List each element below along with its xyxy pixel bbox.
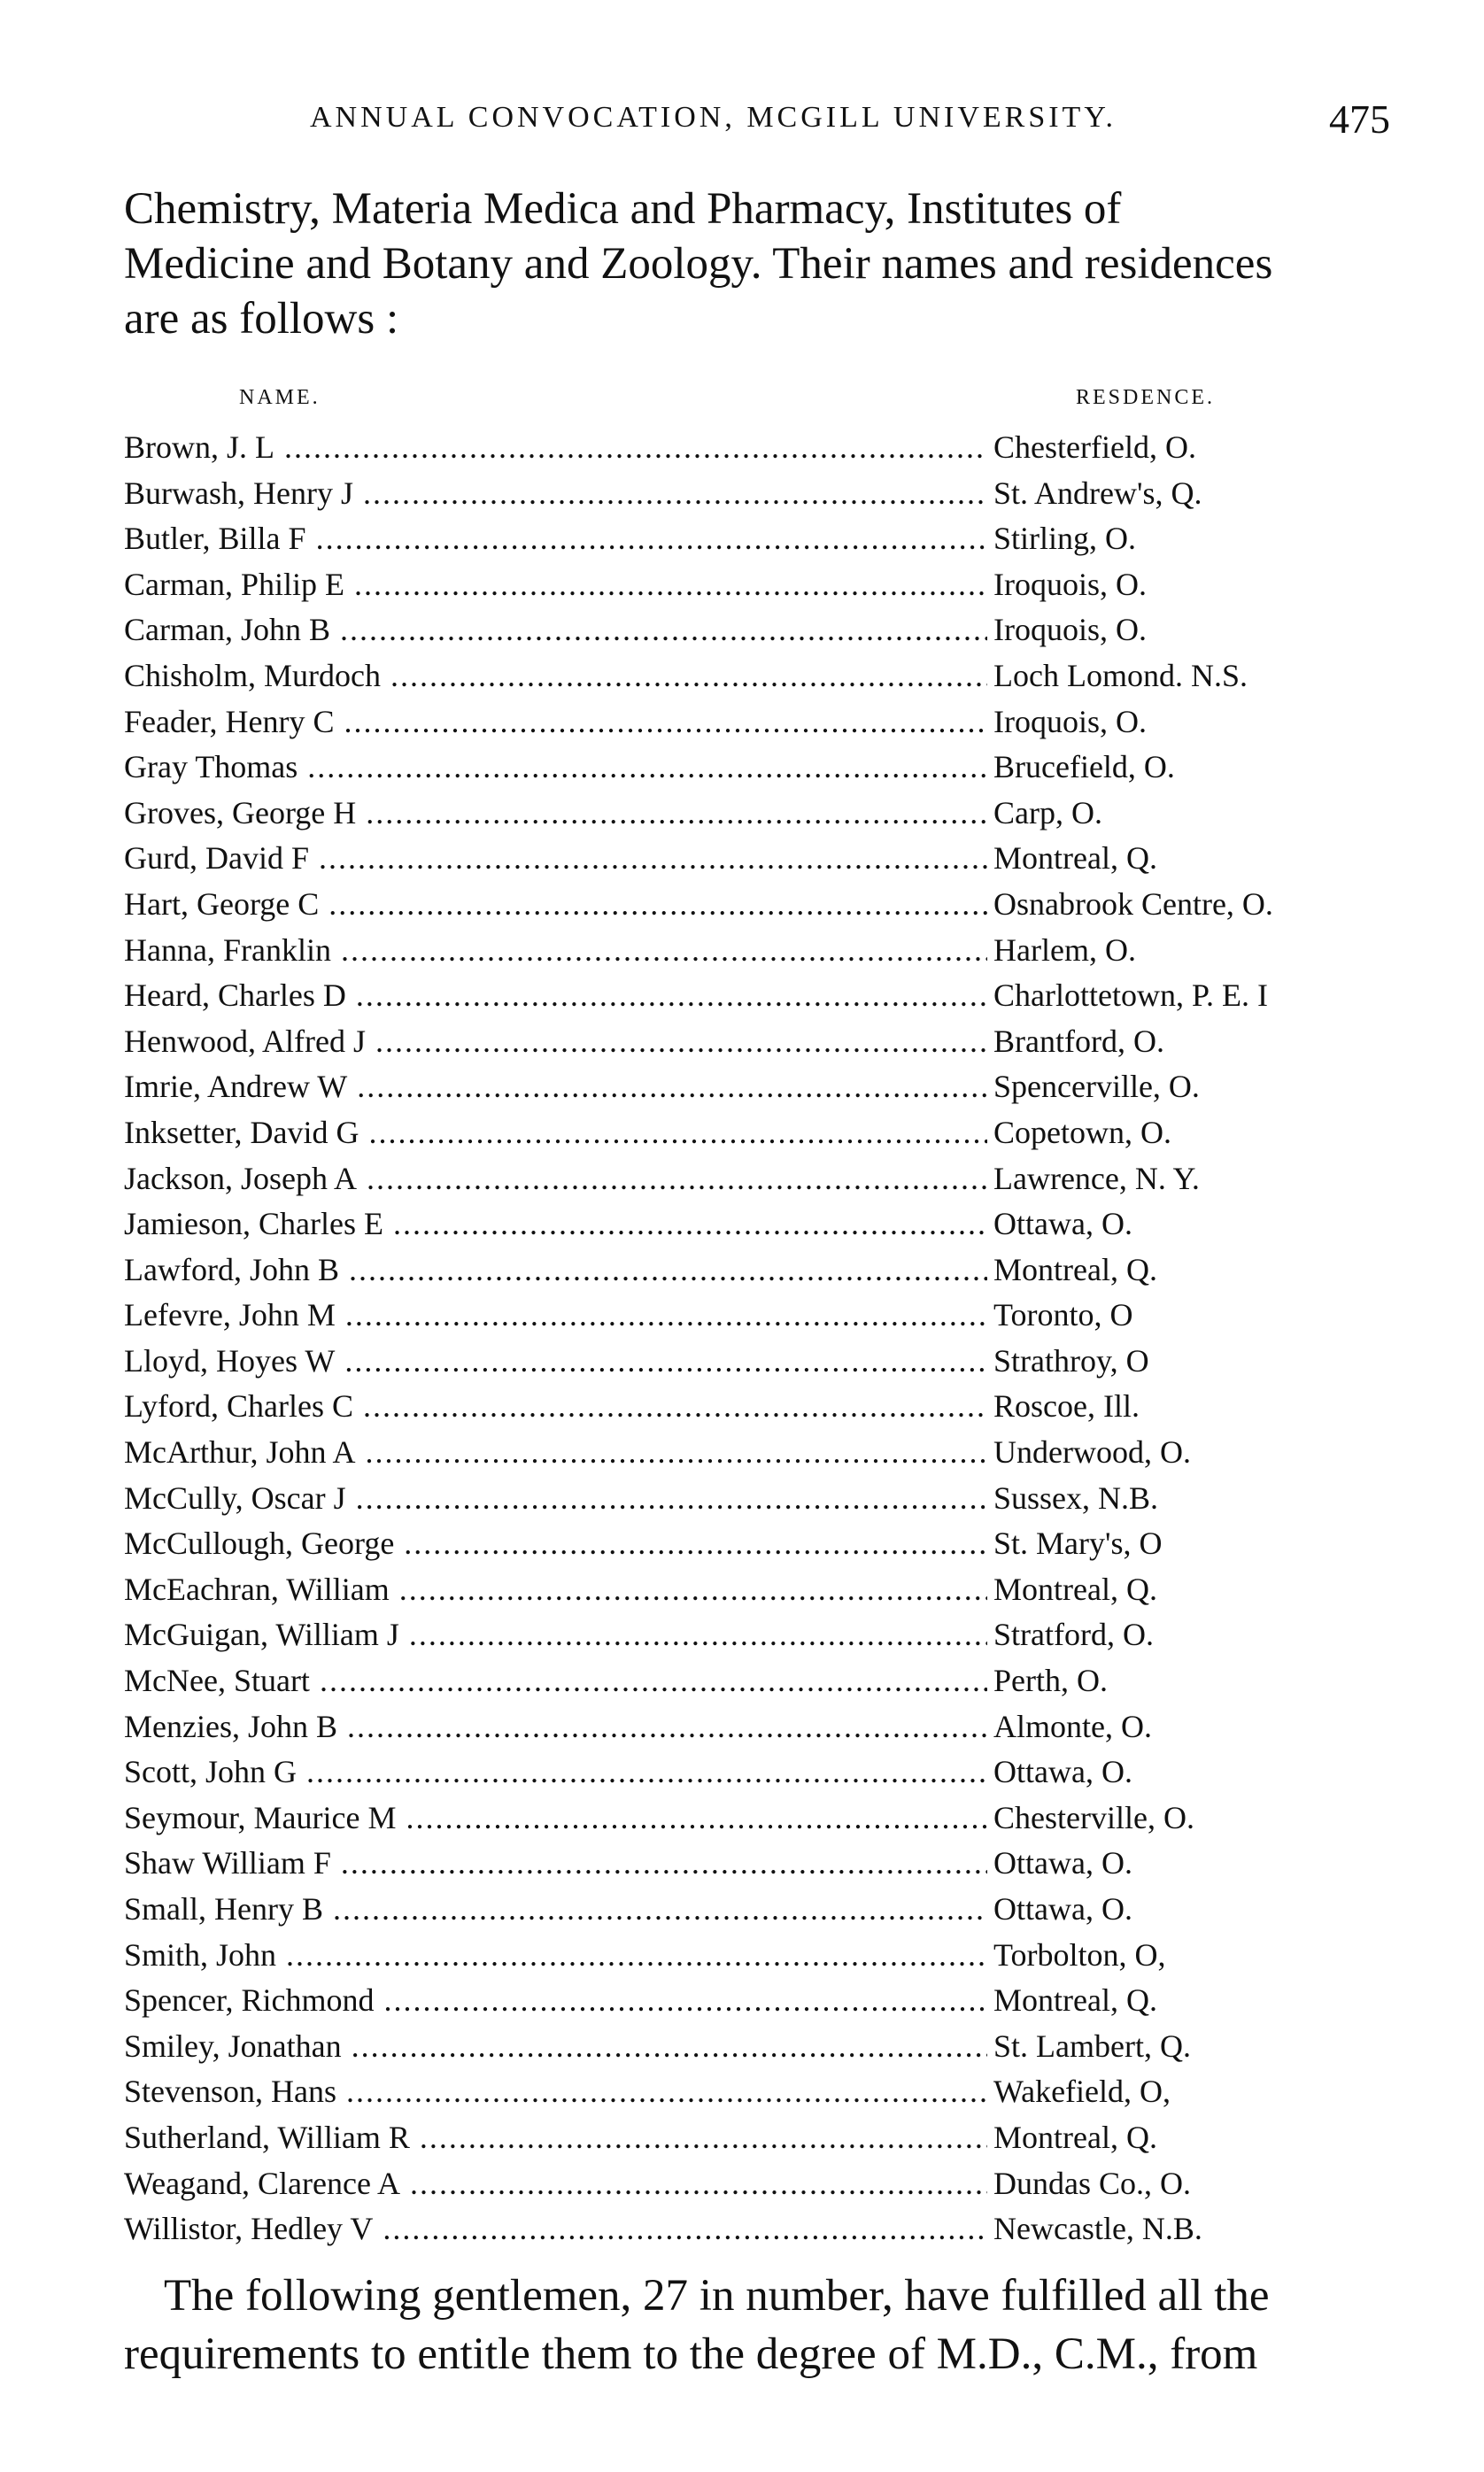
student-name: Lefevre, John M ..... — [124, 1296, 987, 1333]
student-residence: Lawrence, N. Y. — [993, 1160, 1200, 1196]
student-name: McGuigan, William J ..... — [124, 1616, 987, 1653]
list-item — [124, 971, 1408, 1017]
student-residence: Brucefield, O. — [993, 749, 1175, 785]
student-name: McArthur, John A ..... — [124, 1433, 987, 1471]
closing-paragraph — [124, 2267, 1390, 2383]
student-name: Menzies, John B ..... — [124, 1708, 987, 1745]
list-item — [124, 1703, 1408, 1749]
student-residence: Ottawa, O. — [993, 1206, 1132, 1242]
student-residence: Torbolton, O, — [993, 1936, 1166, 1973]
student-name: Hanna, Franklin ..... — [124, 931, 987, 969]
list-item — [124, 560, 1408, 606]
student-name: Smiley, Jonathan ..... — [124, 2028, 987, 2065]
list-item — [124, 469, 1408, 515]
student-residence: Iroquois, O. — [993, 612, 1147, 648]
student-residence: Stratford, O. — [993, 1617, 1154, 1653]
student-residence: St. Mary's, O — [993, 1526, 1163, 1562]
list-item — [124, 880, 1408, 926]
list-item — [124, 2067, 1408, 2113]
list-item — [124, 1976, 1408, 2022]
column-headers — [124, 386, 1390, 421]
student-name: Lyford, Charles C ..... — [124, 1387, 987, 1425]
student-name: Lloyd, Hoyes W ..... — [124, 1342, 987, 1379]
list-item — [124, 1200, 1408, 1246]
list-item — [124, 652, 1408, 698]
list-item — [124, 1017, 1408, 1063]
list-item — [124, 1109, 1408, 1155]
student-name: Spencer, Richmond ..... — [124, 1981, 987, 2019]
student-residence: Dundas Co., O. — [993, 2165, 1191, 2201]
residence-column-header: RESDENCE. — [1076, 386, 1216, 409]
student-residence: Perth, O. — [993, 1663, 1108, 1699]
student-residence: Montreal, Q. — [993, 840, 1157, 877]
list-item — [124, 2022, 1408, 2068]
closing-line: requirements to entitle them to the degree of M.D., C.M., from — [124, 2329, 1258, 2379]
student-name: Smith, John ..... — [124, 1936, 987, 1974]
name-column-header: NAME. — [239, 386, 321, 409]
intro-paragraph — [124, 182, 1390, 346]
student-residence: Ottawa, O. — [993, 1845, 1132, 1881]
list-item — [124, 2205, 1408, 2251]
student-name: Burwash, Henry J ..... — [124, 475, 987, 512]
student-name: Henwood, Alfred J ..... — [124, 1023, 987, 1060]
student-name: Jackson, Joseph A ..... — [124, 1160, 987, 1197]
student-name: McCullough, George ..... — [124, 1525, 987, 1562]
student-name: Groves, George H ..... — [124, 794, 987, 831]
student-residence: Carp, O. — [993, 794, 1102, 830]
student-residence: Harlem, O. — [993, 931, 1136, 968]
list-item — [124, 1246, 1408, 1292]
student-name: Carman, Philip E ..... — [124, 566, 987, 603]
student-residence: Montreal, Q. — [993, 1982, 1157, 2019]
student-residence: St. Lambert, Q. — [993, 2028, 1191, 2064]
list-item — [124, 1062, 1408, 1109]
student-name: Small, Henry B ..... — [124, 1890, 987, 1927]
student-residence: Ottawa, O. — [993, 1754, 1132, 1790]
list-item — [124, 926, 1408, 972]
student-name: Inksetter, David G ..... — [124, 1114, 987, 1151]
page-header — [124, 96, 1390, 149]
student-name: Stevenson, Hans ..... — [124, 2073, 987, 2110]
student-residence: Newcastle, N.B. — [993, 2211, 1202, 2247]
student-residence: Ottawa, O. — [993, 1891, 1132, 1927]
student-name: Gurd, David F ..... — [124, 839, 987, 877]
closing-line: The following gentlemen, 27 in number, have fulfilled all the — [164, 2271, 1270, 2321]
student-residence: Toronto, O — [993, 1297, 1133, 1333]
list-item — [124, 514, 1408, 560]
student-name: Weagand, Clarence A ..... — [124, 2165, 987, 2202]
student-residence: Montreal, Q. — [993, 1251, 1157, 1287]
list-item — [124, 1839, 1408, 1885]
student-name: Gray Thomas ..... — [124, 748, 987, 785]
intro-line: are as follows : — [124, 294, 399, 344]
list-item — [124, 1474, 1408, 1520]
student-name: Chisholm, Murdoch ..... — [124, 657, 987, 694]
student-name: Seymour, Maurice M ..... — [124, 1799, 987, 1836]
student-residence: Stirling, O. — [993, 521, 1137, 557]
student-residence: Montreal, Q. — [993, 2119, 1157, 2155]
list-item — [124, 606, 1408, 652]
student-residence: Spencerville, O. — [993, 1069, 1200, 1105]
student-name: Carman, John B ..... — [124, 611, 987, 648]
student-name: Hart, George C ..... — [124, 885, 987, 923]
student-residence: Sussex, N.B. — [993, 1479, 1159, 1516]
student-name: Jamieson, Charles E ..... — [124, 1205, 987, 1242]
student-residence: Chesterfield, O. — [993, 429, 1196, 465]
intro-line: Medicine and Botany and Zoology. Their names and residences — [124, 239, 1273, 289]
student-residence: Underwood, O. — [993, 1434, 1191, 1471]
list-item — [124, 789, 1408, 835]
list-item — [124, 1155, 1408, 1201]
student-residence: Osnabrook Centre, O. — [993, 885, 1273, 922]
student-residence: Brantford, O. — [993, 1023, 1164, 1059]
list-item — [124, 2159, 1408, 2205]
student-residence: Iroquois, O. — [993, 703, 1147, 739]
list-item — [124, 698, 1408, 744]
student-name: McNee, Stuart ..... — [124, 1662, 987, 1699]
student-name: Imrie, Andrew W ..... — [124, 1068, 987, 1105]
list-item — [124, 1794, 1408, 1840]
student-residence: Copetown, O. — [993, 1114, 1171, 1150]
student-list — [124, 423, 1408, 2251]
list-item — [124, 1748, 1408, 1794]
student-name: Lawford, John B ..... — [124, 1251, 987, 1288]
student-residence: Montreal, Q. — [993, 1571, 1157, 1607]
student-name: Willistor, Hedley V ..... — [124, 2210, 987, 2247]
list-item — [124, 1337, 1408, 1383]
list-item — [124, 1611, 1408, 1657]
student-name: Sutherland, William R ..... — [124, 2119, 987, 2156]
list-item — [124, 1657, 1408, 1703]
intro-line: Chemistry, Materia Medica and Pharmacy, Institutes of — [124, 184, 1122, 234]
student-name: McCully, Oscar J ..... — [124, 1479, 987, 1517]
list-item — [124, 1565, 1408, 1611]
list-item — [124, 423, 1408, 469]
page-number: 475 — [1329, 97, 1390, 142]
student-residence: Loch Lomond. N.S. — [993, 657, 1248, 693]
list-item — [124, 1291, 1408, 1337]
list-item — [124, 1885, 1408, 1931]
student-residence: Strathroy, O — [993, 1342, 1149, 1379]
list-item — [124, 743, 1408, 789]
list-item — [124, 1428, 1408, 1474]
student-residence: Chesterville, O. — [993, 1799, 1194, 1835]
student-residence: Iroquois, O. — [993, 566, 1147, 602]
student-residence: Wakefield, O, — [993, 2074, 1171, 2110]
student-name: Heard, Charles D ..... — [124, 977, 987, 1014]
student-name: Butler, Billa F ..... — [124, 520, 987, 557]
student-residence: St. Andrew's, Q. — [993, 475, 1202, 511]
list-item — [124, 1931, 1408, 1977]
student-name: Scott, John G ..... — [124, 1753, 987, 1790]
student-name: Brown, J. L ..... — [124, 429, 987, 466]
list-item — [124, 1382, 1408, 1428]
list-item — [124, 834, 1408, 880]
running-head: ANNUAL CONVOCATION, MCGILL UNIVERSITY. — [310, 101, 1117, 134]
student-residence: Roscoe, Ill. — [993, 1388, 1140, 1425]
student-residence: Charlottetown, P. E. I — [993, 977, 1268, 1014]
list-item — [124, 1519, 1408, 1565]
student-residence: Almonte, O. — [993, 1708, 1152, 1744]
student-name: Feader, Henry C ..... — [124, 703, 987, 740]
list-item — [124, 2113, 1408, 2159]
student-name: McEachran, William ..... — [124, 1571, 987, 1608]
student-name: Shaw William F ..... — [124, 1844, 987, 1881]
